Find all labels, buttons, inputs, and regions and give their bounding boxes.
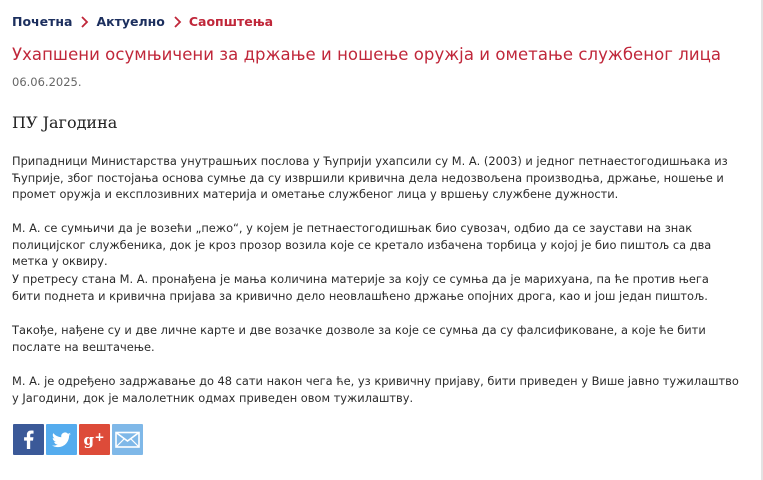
article-paragraph: Такође, нађене су и две личне карте и две возачке дозволе за које се сумња да су фалсификоване, а које ће бити послате на вештачење. [12,323,706,354]
share-bar [13,424,143,455]
svg-text:+: + [94,430,105,444]
twitter-icon [46,424,77,455]
article-title: Ухапшени осумњичени за држање и ношење оружја и ометање службеног лица [12,45,722,64]
chevron-right-icon [80,15,89,29]
facebook-icon [13,424,44,455]
breadcrumb-home-link[interactable]: Почетна [12,14,73,29]
email-icon [112,424,143,455]
breadcrumb-releases-link[interactable]: Саопштења [188,14,274,29]
breadcrumb-news-link[interactable]: Актуелно [96,14,165,29]
police-unit-heading: ПУ Јагодина [12,113,118,132]
article-paragraph: Припадници Министарства унутрашњих послова у Ћуприји ухапсили су М. А. (2003) и једног петнаестогодишњака из Ћуприје, због постојања основа сумње да су извршили кривична дела недозвољена производња, држање, ношење и промет оружја и експлозивних материја и ометање службеног лица у вршењу службене дужности. [12,154,728,201]
article-paragraph: У претресу стана М. А. пронађена је мања количина материје за коју се сумња да је марихуана, па ће против њега бити поднета и кривична пријава за кривично дело неовлашћено држање опојних дрога, као и још један пиштољ. [12,272,709,303]
article-paragraph: М. А. се сумњичи да је возећи „пежо“, у којем је петнаестогодишњак био сувозач, одбио да се заустави на знак полицијског службеника, док је кроз прозор возила које се кретало избачена торбица у којој је био пиштољ са два метка у оквиру. [12,221,712,268]
chevron-right-icon [173,15,182,29]
google-plus-icon [79,424,110,455]
share-facebook-button[interactable] [13,424,44,455]
article-date: 06.06.2025. [12,75,82,89]
article-paragraph: М. А. је одређено задржавање до 48 сати након чега ће, уз кривичну пријаву, бити приведен у Више јавно тужилаштво у Јагодини, док је малолетник одмах приведен овом тужилаштву. [12,374,739,405]
breadcrumb [12,14,273,29]
share-email-button[interactable] [112,424,143,455]
svg-text:g: g [83,431,94,449]
share-google-plus-button[interactable] [79,424,110,455]
share-twitter-button[interactable] [46,424,77,455]
